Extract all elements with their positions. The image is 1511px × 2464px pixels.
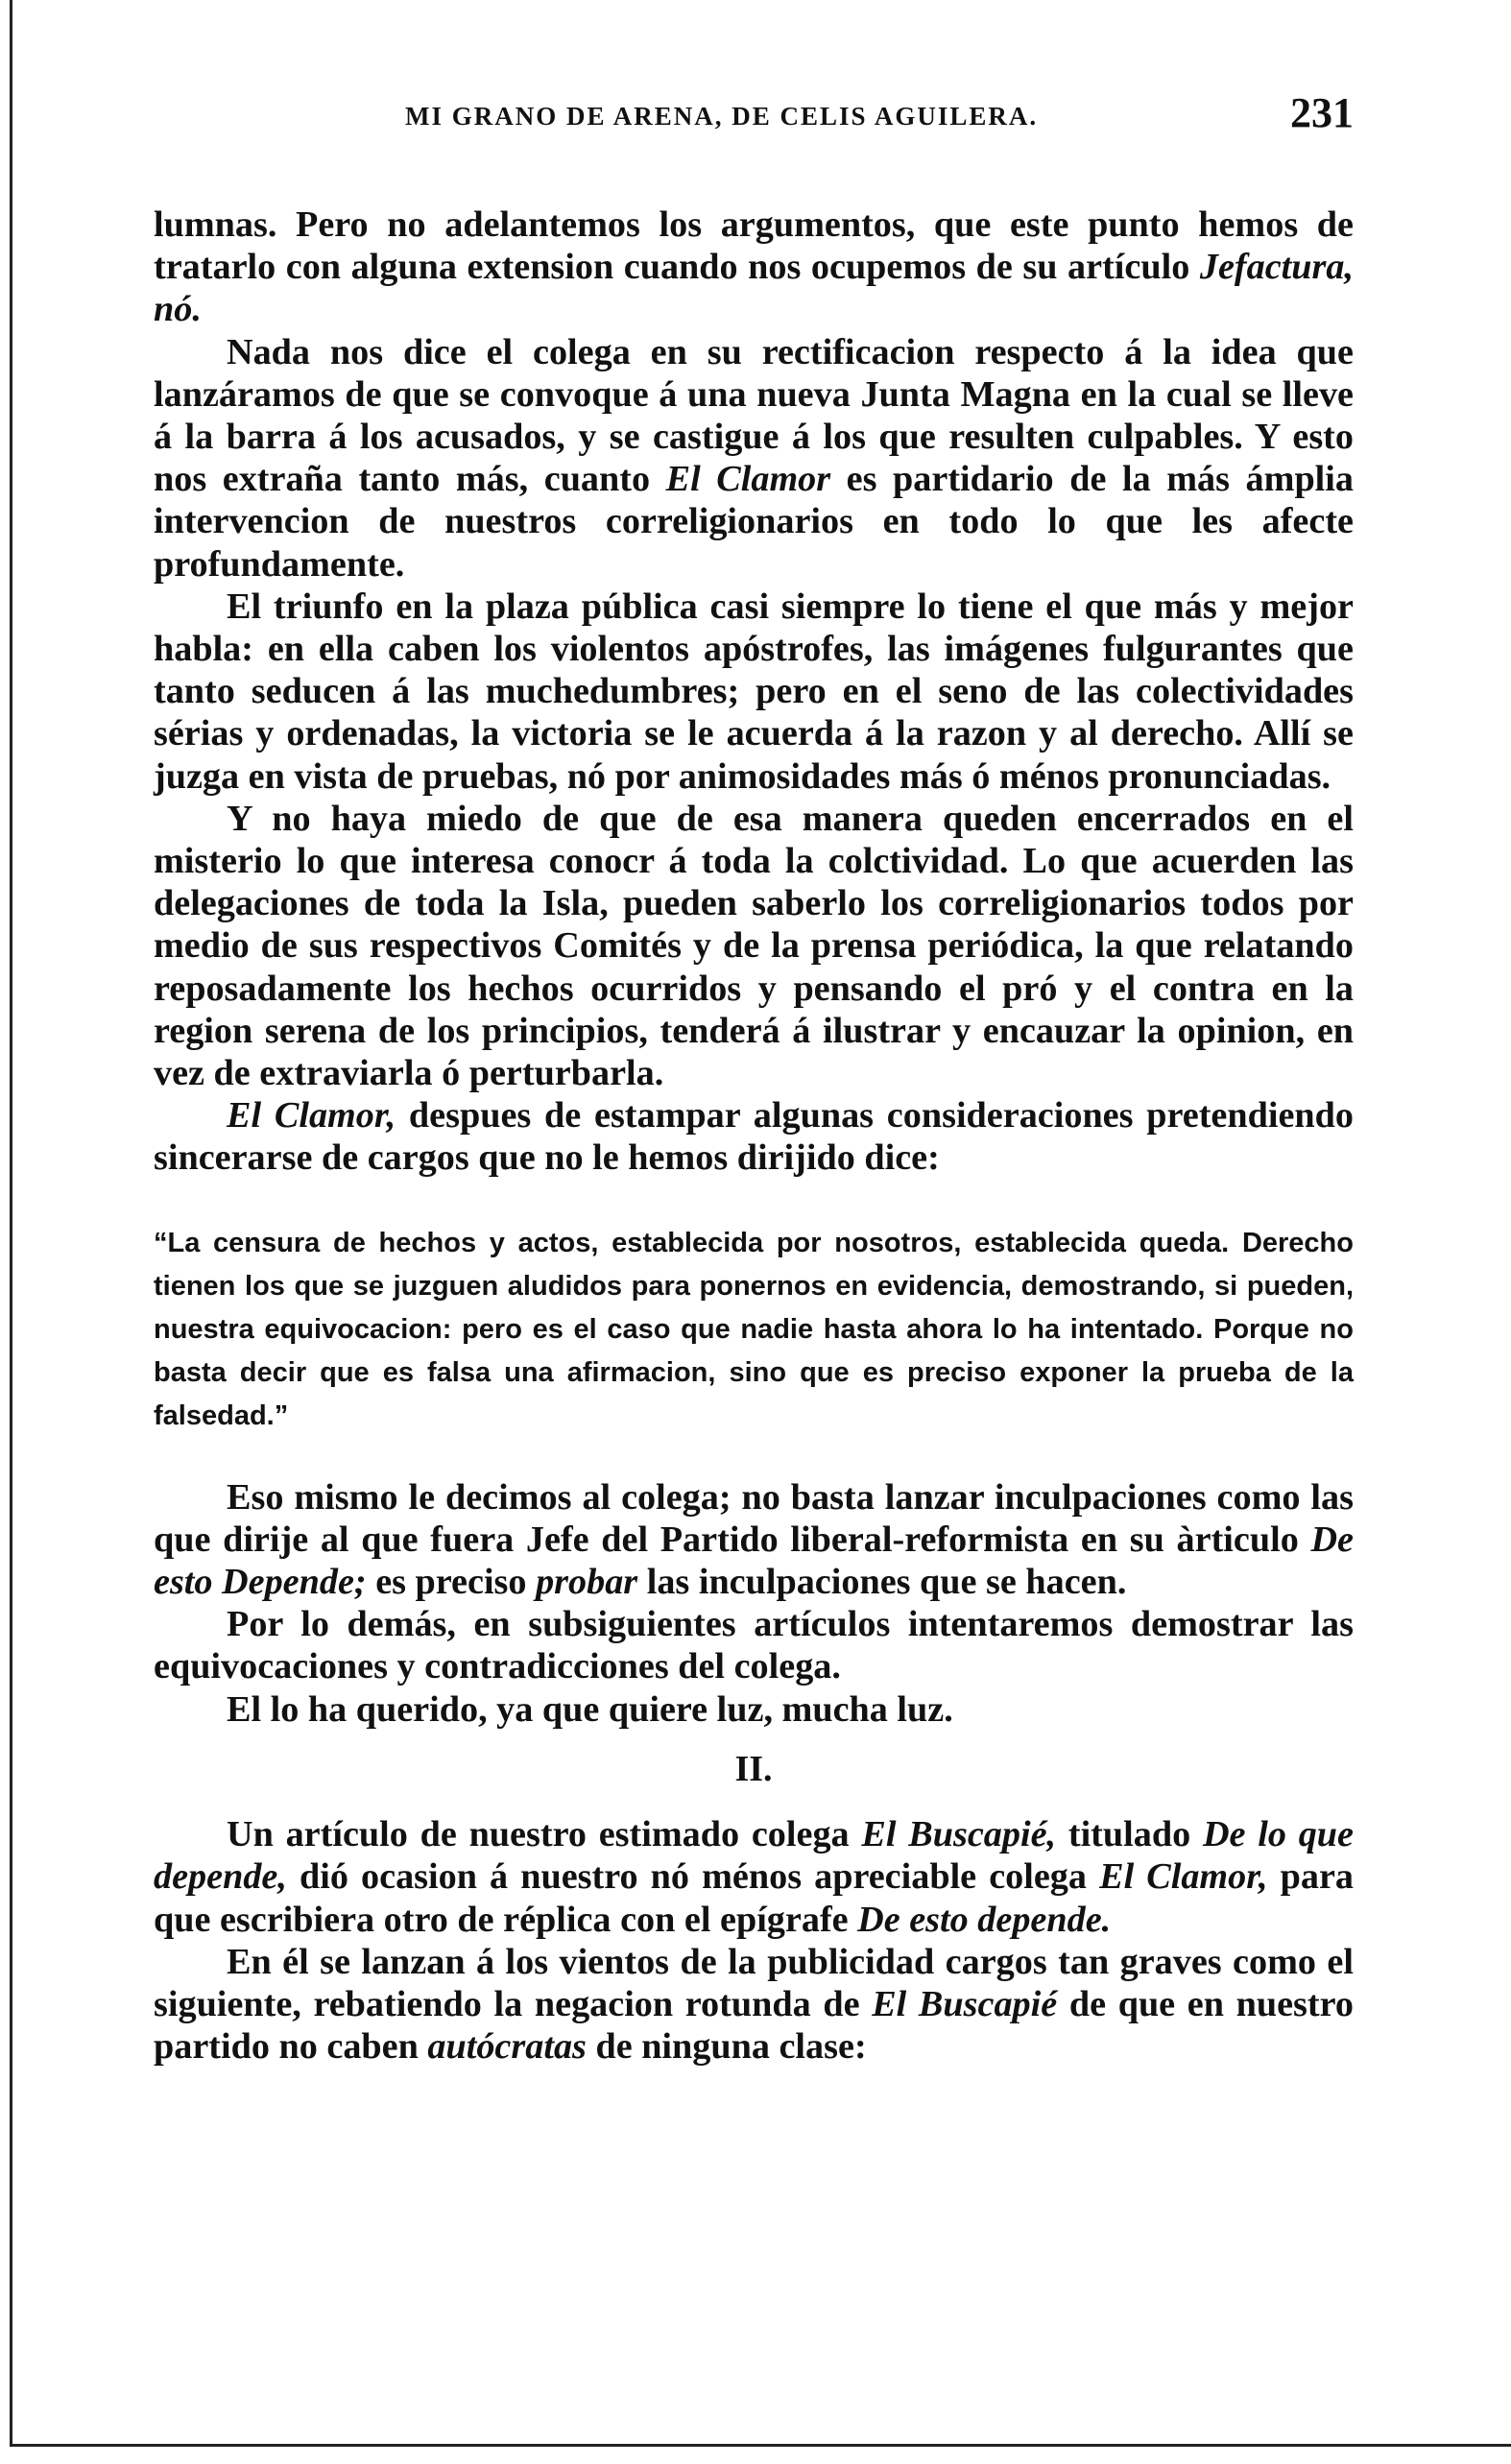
- paragraph-6-text: Eso mismo le decimos al colega; no basta lanzar inculpaciones como las que dirije al que fuera Jefe del Partido liberal-reformista en su àrticulo: [154, 1476, 1354, 1560]
- paragraph-10-a: de que en nuestro partido no caben: [154, 1983, 1354, 2068]
- block-quote: [154, 1222, 1354, 1438]
- paragraph-9-italic-1: El Buscapié,: [861, 1814, 1057, 1855]
- paragraph-6-rest: las inculpaciones que se hacen.: [637, 1562, 1127, 1603]
- paragraph-2-text: Nada nos dice el colega en su rectificacion respecto á la idea que lanzáramos de que se convoque á una nueva Junta Magna en la cual se lleve á la barra á los acusados, y se castigue á los que resulten culpables. Y esto nos extraña tanto más, cuanto: [154, 331, 1354, 500]
- paragraph-3: El triunfo en la plaza pública casi siempre lo tiene el que más y mejor habla: en ella caben los violentos apóstrofes, las imágenes fulgurantes que tanto seducen á las muchedumbres; pero en el seno de las colectividades sérias y ordenadas, la victoria se le acuerda á la razon y al derecho. Allí se juzga en vista de pruebas, nó por animosidades más ó ménos pronunciadas.: [154, 586, 1354, 797]
- paragraph-9-b: dió ocasion á nuestro nó ménos apreciable colega: [286, 1856, 1100, 1898]
- running-head: [154, 88, 1354, 146]
- paragraph-10-b: de ninguna clase:: [586, 2026, 867, 2068]
- paragraph-1: [154, 203, 1354, 331]
- paragraph-9-text: Un artículo de nuestro estimado colega: [227, 1814, 862, 1855]
- quote-bold-2: que nadie hasta ahora lo ha intentado.: [681, 1313, 1204, 1345]
- paragraph-9-a: titulado: [1056, 1814, 1203, 1855]
- paragraph-9-c: para que escribiera otro de réplica con el epígrafe: [154, 1856, 1354, 1940]
- paragraph-10: [154, 1941, 1354, 2069]
- paragraph-2-italic: El Clamor: [665, 459, 831, 500]
- paragraph-6: [154, 1476, 1354, 1604]
- paragraph-9-italic-3: El Clamor,: [1099, 1856, 1268, 1898]
- paragraph-2-rest: es partidario de la más ámplia intervencion de nuestros correligionarios en todo lo que les afecte profundamente.: [154, 459, 1354, 585]
- quote-text-d: Porque no basta decir que es falsa una afirmacion, sino que es preciso exponer la prueba de la falsedad.”: [154, 1313, 1354, 1431]
- paragraph-8: El lo ha querido, ya que quiere luz, mucha luz.: [227, 1688, 953, 1730]
- paragraph-1-text: lumnas. Pero no adelantemos los argumentos, que este punto hemos de tratarlo con alguna extension cuando nos ocupemos de su artículo: [154, 204, 1354, 288]
- bottom-margin-rule: [10, 2444, 1511, 2447]
- paragraph-2: [154, 331, 1354, 586]
- paragraph-5-italic: El Clamor,: [227, 1095, 396, 1136]
- paragraph-9-italic-2: De lo que depende,: [154, 1814, 1354, 1898]
- paragraph-10-text: En él se lanzan á los vientos de la publicidad cargos tan graves como el siguiente, rebatiendo la negacion rotunda de: [154, 1941, 1354, 2024]
- paragraph-1-italic: Jefactura, nó.: [154, 247, 1354, 330]
- body-text: [154, 203, 1354, 2068]
- left-margin-rule: [10, 0, 12, 2446]
- quote-text-c: nuestra equivocacion: pero es el caso: [154, 1313, 682, 1345]
- paragraph-4: Y no haya miedo de que de esa manera queden encerrados en el misterio lo que interesa conocr á toda la colctividad. Lo que acuerden las delegaciones de toda la Isla, pueden saberlo los correligionarios todos por medio de sus respectivos Comités y de la prensa periódica, la que relatando reposadamente los hechos ocurridos y pensando el pró y el contra en la region serena de los principios, tenderá á ilustrar y encauzar la opinion, en vez de extraviarla ó perturbarla.: [154, 798, 1354, 1094]
- paragraph-9: [154, 1813, 1354, 1941]
- quote-text-a: “La censura de hechos y actos, establecida por nosotros, establecida queda. Derecho tienen los que se juzguen aludidos para ponernos en evidencia, demostrando,: [154, 1227, 1354, 1302]
- paragraph-10-italic-2: autócratas: [427, 2026, 587, 2068]
- paragraph-5-text: despues de estampar algunas consideraciones pretendiendo sincerarse de cargos que no le hemos dirijido dice:: [154, 1095, 1354, 1179]
- running-title: MI GRANO DE ARENA, DE CELIS AGUILERA.: [405, 102, 1039, 131]
- book-page: [154, 88, 1354, 2068]
- paragraph-6-italic-2: probar: [536, 1562, 638, 1603]
- paragraph-5: [154, 1094, 1354, 1179]
- quote-bold-1: si pueden,: [1214, 1270, 1355, 1302]
- paragraph-6-mid: es preciso: [366, 1562, 537, 1603]
- page-number: 231: [1290, 89, 1354, 136]
- paragraph-9-italic-4: De esto depende.: [857, 1899, 1112, 1940]
- paragraph-7: Por lo demás, en subsiguientes artículos intentaremos demostrar las equivocaciones y contradicciones del colega.: [154, 1604, 1354, 1687]
- paragraph-6-italic-1: De esto Depende;: [154, 1519, 1354, 1603]
- section-heading: II.: [734, 1748, 773, 1789]
- paragraph-10-italic-1: El Buscapié: [872, 1983, 1058, 2024]
